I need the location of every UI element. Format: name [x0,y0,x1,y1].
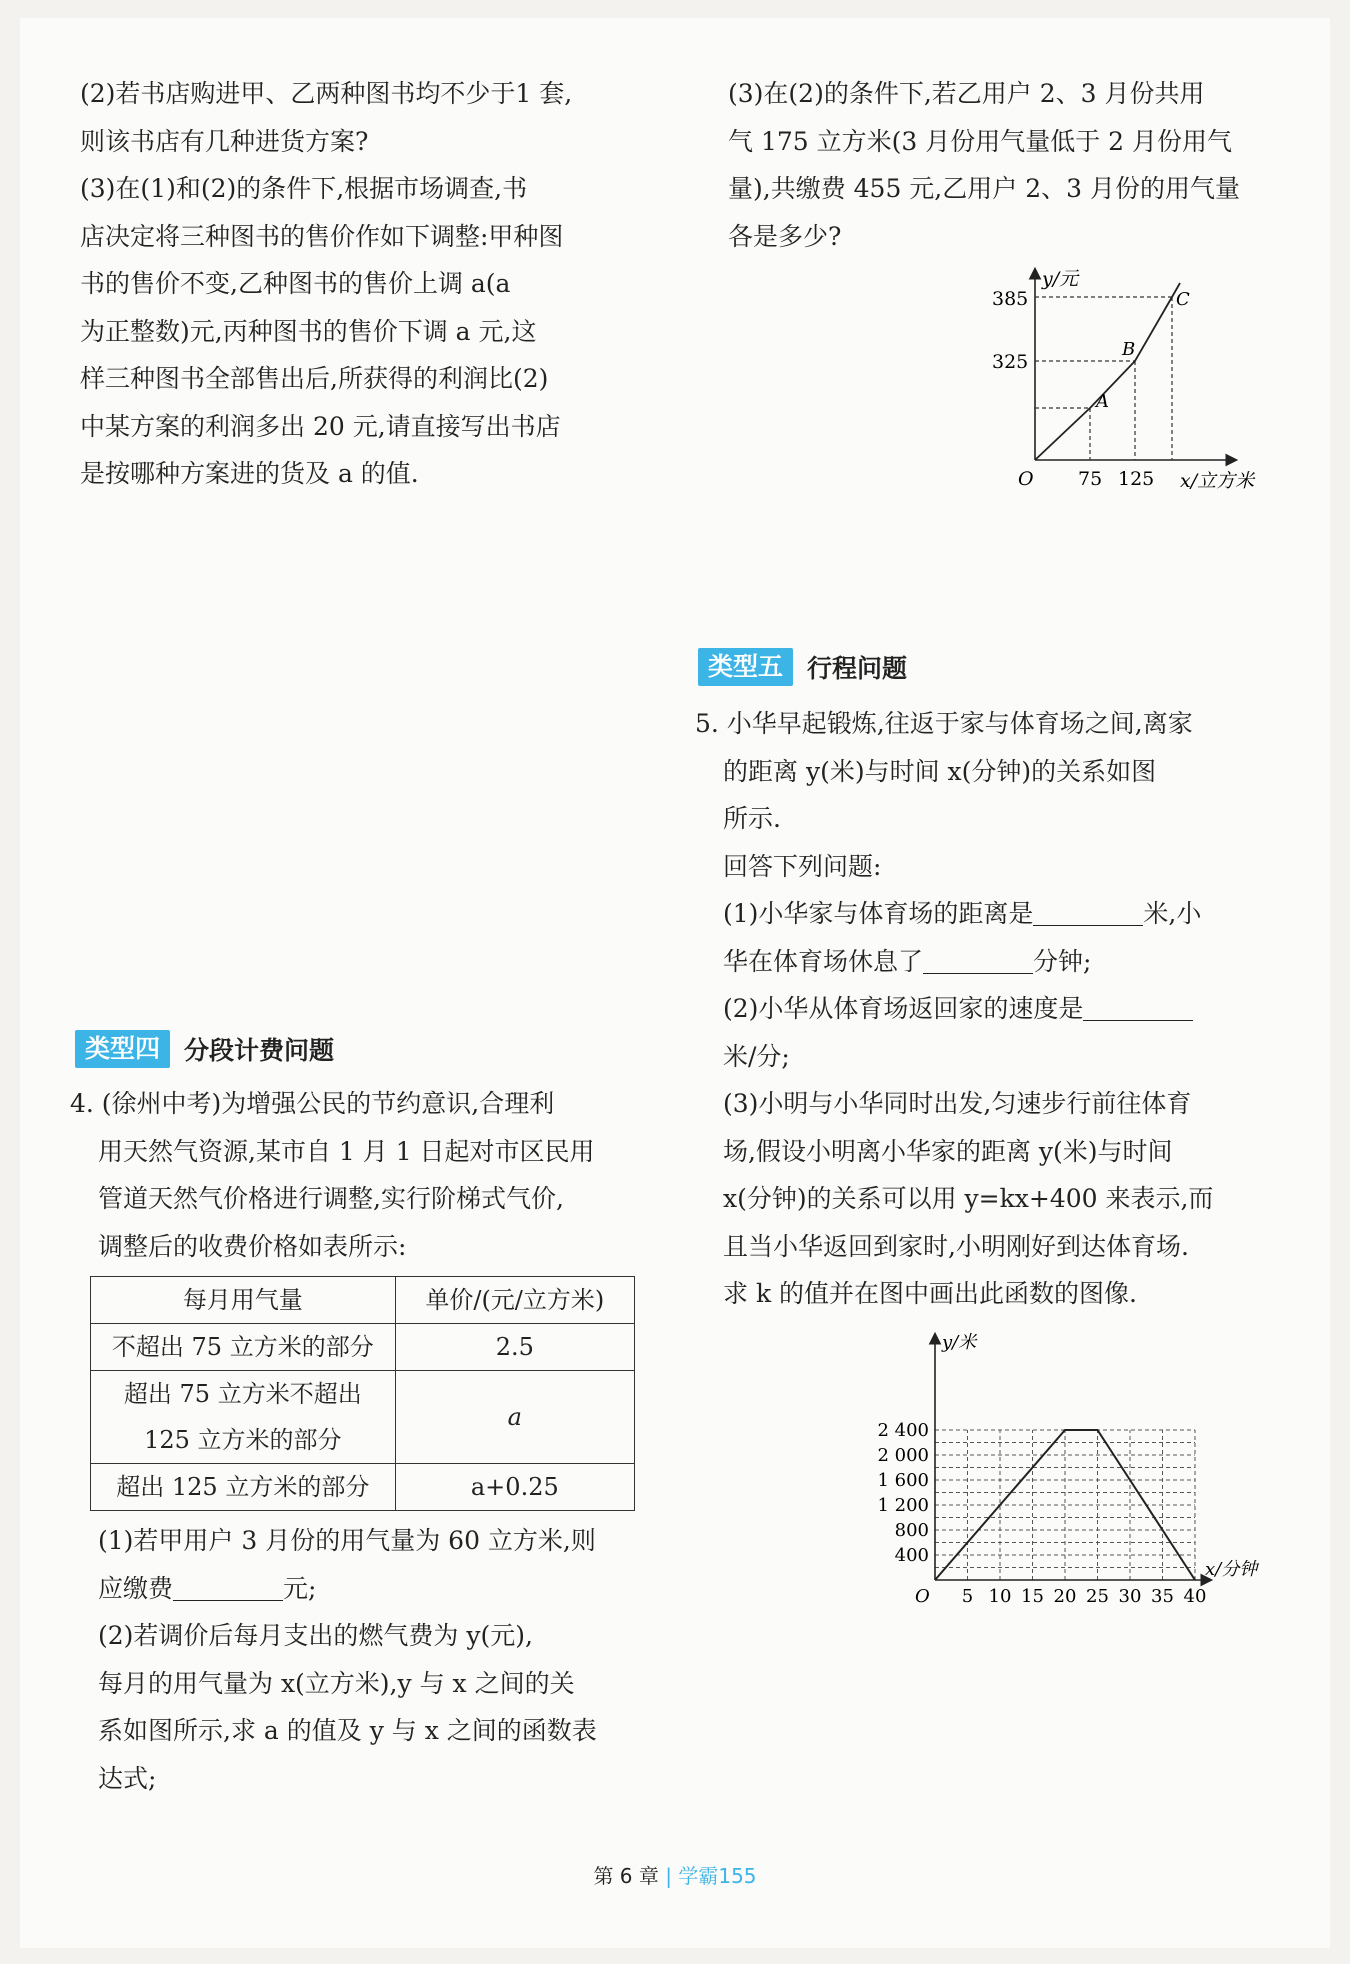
table-cell: a+0.25 [395,1464,634,1511]
answer-blank[interactable] [1083,994,1193,1021]
y-tick-label: 800 [894,1520,929,1541]
question-4 [70,1080,655,1802]
x-tick-75: 75 [1078,468,1103,490]
q3-part3-line1: (3)在(1)和(2)的条件下,根据市场调查,书 [80,174,528,203]
answer-blank[interactable] [923,946,1033,973]
y-tick-label: 400 [894,1545,929,1566]
x-tick-label: 40 [1183,1586,1207,1607]
q5-part3-line5: 求 k 的值并在图中画出此函数的图像. [723,1279,1137,1308]
x-tick-label: 20 [1053,1586,1077,1607]
y-ticks [877,1420,929,1566]
x-tick-label: 25 [1086,1586,1109,1607]
q5-part3-line3: x(分钟)的关系可以用 y=kx+400 来表示,而 [723,1184,1214,1213]
x-axis-label: x/立方米 [1180,470,1255,492]
q4-part3-line1: (3)在(2)的条件下,若乙用户 2、3 月份共用 [728,79,1205,108]
table-row [91,1324,635,1371]
page-number: 155 [718,1864,757,1888]
y-axis-label: y/元 [1042,268,1079,290]
x-ticks [962,1586,1207,1607]
q4-line4: 调整后的收费价格如表所示: [98,1231,407,1261]
y-tick-label: 2 000 [877,1445,929,1466]
q5-part2-text: (2)小华从体育场返回家的速度是 [723,994,1084,1023]
q3-part3-line3: 书的售价不变,乙种图书的售价上调 a(a [80,269,511,298]
y-tick-385: 385 [992,288,1029,310]
q5-part1-text: (1)小华家与体育场的距离是 [723,899,1034,928]
fee-line [1035,283,1180,460]
table-cell-line: 125 立方米的部分 [144,1426,342,1454]
section-4-tag: 类型四 [75,1030,170,1068]
q5-line4: 回答下列问题: [723,851,882,881]
q5-part2-line2: 米/分; [723,1041,790,1071]
section-5-header [698,648,907,686]
table-cell: 2.5 [395,1324,634,1371]
page-footer [0,1860,1350,1889]
section-5-tag: 类型五 [698,648,793,686]
y-tick-label: 2 400 [877,1420,929,1441]
table-cell [91,1371,396,1464]
q5-part2-line1 [695,985,1285,1033]
x-tick-label: 35 [1151,1586,1174,1607]
q5-part1-unit: 米,小 [1143,899,1202,928]
q4-part1-unit: 元; [283,1573,317,1603]
q4-part3 [728,70,1308,260]
table-header-cell: 每月用气量 [91,1277,396,1324]
q3-part2-line2: 则该书店有几种进货方案? [80,126,369,156]
q5-line1: 5. 小华早起锻炼,往返于家与体育场之间,离家 [695,709,1193,738]
chapter-label: 第 6 章 [593,1864,659,1888]
section-4-title: 分段计费问题 [184,1036,335,1065]
q4-part2-line4: 达式; [98,1763,157,1793]
brand-label: 学霸 [678,1864,719,1888]
answer-blank[interactable] [1033,899,1143,926]
q5-part3-line4: 且当小华返回到家时,小明刚好到达体育场. [723,1231,1189,1261]
q4-part2-line3: 系如图所示,求 a 的值及 y 与 x 之间的函数表 [98,1716,597,1745]
answer-blank[interactable] [173,1573,283,1600]
q3-part3-line4: 为正整数)元,丙种图书的售价下调 a 元,这 [80,316,537,346]
q3-part3-line7: 是按哪种方案进的货及 a 的值. [80,459,419,488]
q3-part3-line5: 样三种图书全部售出后,所获得的利润比(2) [80,364,549,393]
q5-part3-line2: 场,假设小明离小华家的距离 y(米)与时间 [723,1136,1173,1166]
y-tick-label: 1 600 [877,1470,929,1491]
q4-line2: 用天然气资源,某市自 1 月 1 日起对市区民用 [98,1136,595,1166]
origin-label: O [1018,468,1034,490]
q4-line1: 4. (徐州中考)为增强公民的节约意识,合理利 [70,1089,555,1118]
y-tick-label: 1 200 [877,1495,929,1516]
x-axis-label: x/分钟 [1205,1559,1258,1580]
point-b-label: B [1122,339,1136,360]
distance-time-graph [860,1330,1280,1610]
x-tick-label: 5 [961,1586,974,1607]
table-row [91,1371,635,1464]
q4-part3-line2: 气 175 立方米(3 月份用气量低于 2 月份用气 [728,126,1233,156]
table-header-cell: 单价/(元/立方米) [395,1277,634,1324]
graph-grid [935,1430,1195,1580]
q5-part1-text2: 华在体育场休息了 [723,946,924,976]
q4-line3: 管道天然气价格进行调整,实行阶梯式气价, [98,1184,564,1213]
q5-part3-line1: (3)小明与小华同时出发,匀速步行前往体育 [723,1089,1192,1118]
left-column [80,70,655,498]
q4-part2-line2: 每月的用气量为 x(立方米),y 与 x 之间的关 [98,1668,575,1698]
q5-line3: 所示. [723,804,781,833]
q4-part3-line4: 各是多少? [728,221,842,251]
q4-part2-line1: (2)若调价后每月支出的燃气费为 y(元), [98,1621,533,1650]
point-a-label: A [1096,391,1109,412]
q4-part3-line3: 量),共缴费 455 元,乙用户 2、3 月份的用气量 [728,174,1240,203]
q5-part1-line1 [695,890,1285,938]
q3-part3-line6: 中某方案的利润多出 20 元,请直接写出书店 [80,411,561,441]
y-axis-label: y/米 [942,1332,977,1353]
table-row [91,1277,635,1324]
table-cell: a [395,1371,634,1464]
q3-part3-line2: 店决定将三种图书的售价作如下调整:甲种图 [80,221,564,251]
table-cell: 不超出 75 立方米的部分 [91,1324,396,1371]
section-4-header [75,1030,334,1068]
x-tick-label: 15 [1021,1586,1044,1607]
table-cell: 超出 125 立方米的部分 [91,1464,396,1511]
point-c-label: C [1176,289,1190,310]
q3-part2-line1: (2)若书店购进甲、乙两种图书均不少于1 套, [80,79,573,108]
table-cell-line: 超出 75 立方米不超出 [123,1380,362,1408]
section-5-title: 行程问题 [807,654,908,683]
table-row [91,1464,635,1511]
y-tick-325: 325 [992,351,1029,373]
question-5 [695,700,1285,1318]
x-tick-125: 125 [1118,468,1155,490]
q4-part1-line2 [70,1565,655,1613]
q5-part1-unit2: 分钟; [1033,946,1092,976]
q5-part1-line2 [695,938,1285,986]
x-tick-label: 10 [988,1586,1012,1607]
x-tick-label: 30 [1118,1586,1142,1607]
gas-fee-graph [990,265,1290,495]
q4-part1-line1: (1)若甲用户 3 月份的用气量为 60 立方米,则 [98,1526,596,1555]
footer-separator: | [665,1864,672,1888]
price-table [90,1276,635,1511]
q4-part1-text: 应缴费 [98,1573,174,1603]
origin-label: O [915,1586,930,1607]
q5-line2: 的距离 y(米)与时间 x(分钟)的关系如图 [723,756,1157,786]
